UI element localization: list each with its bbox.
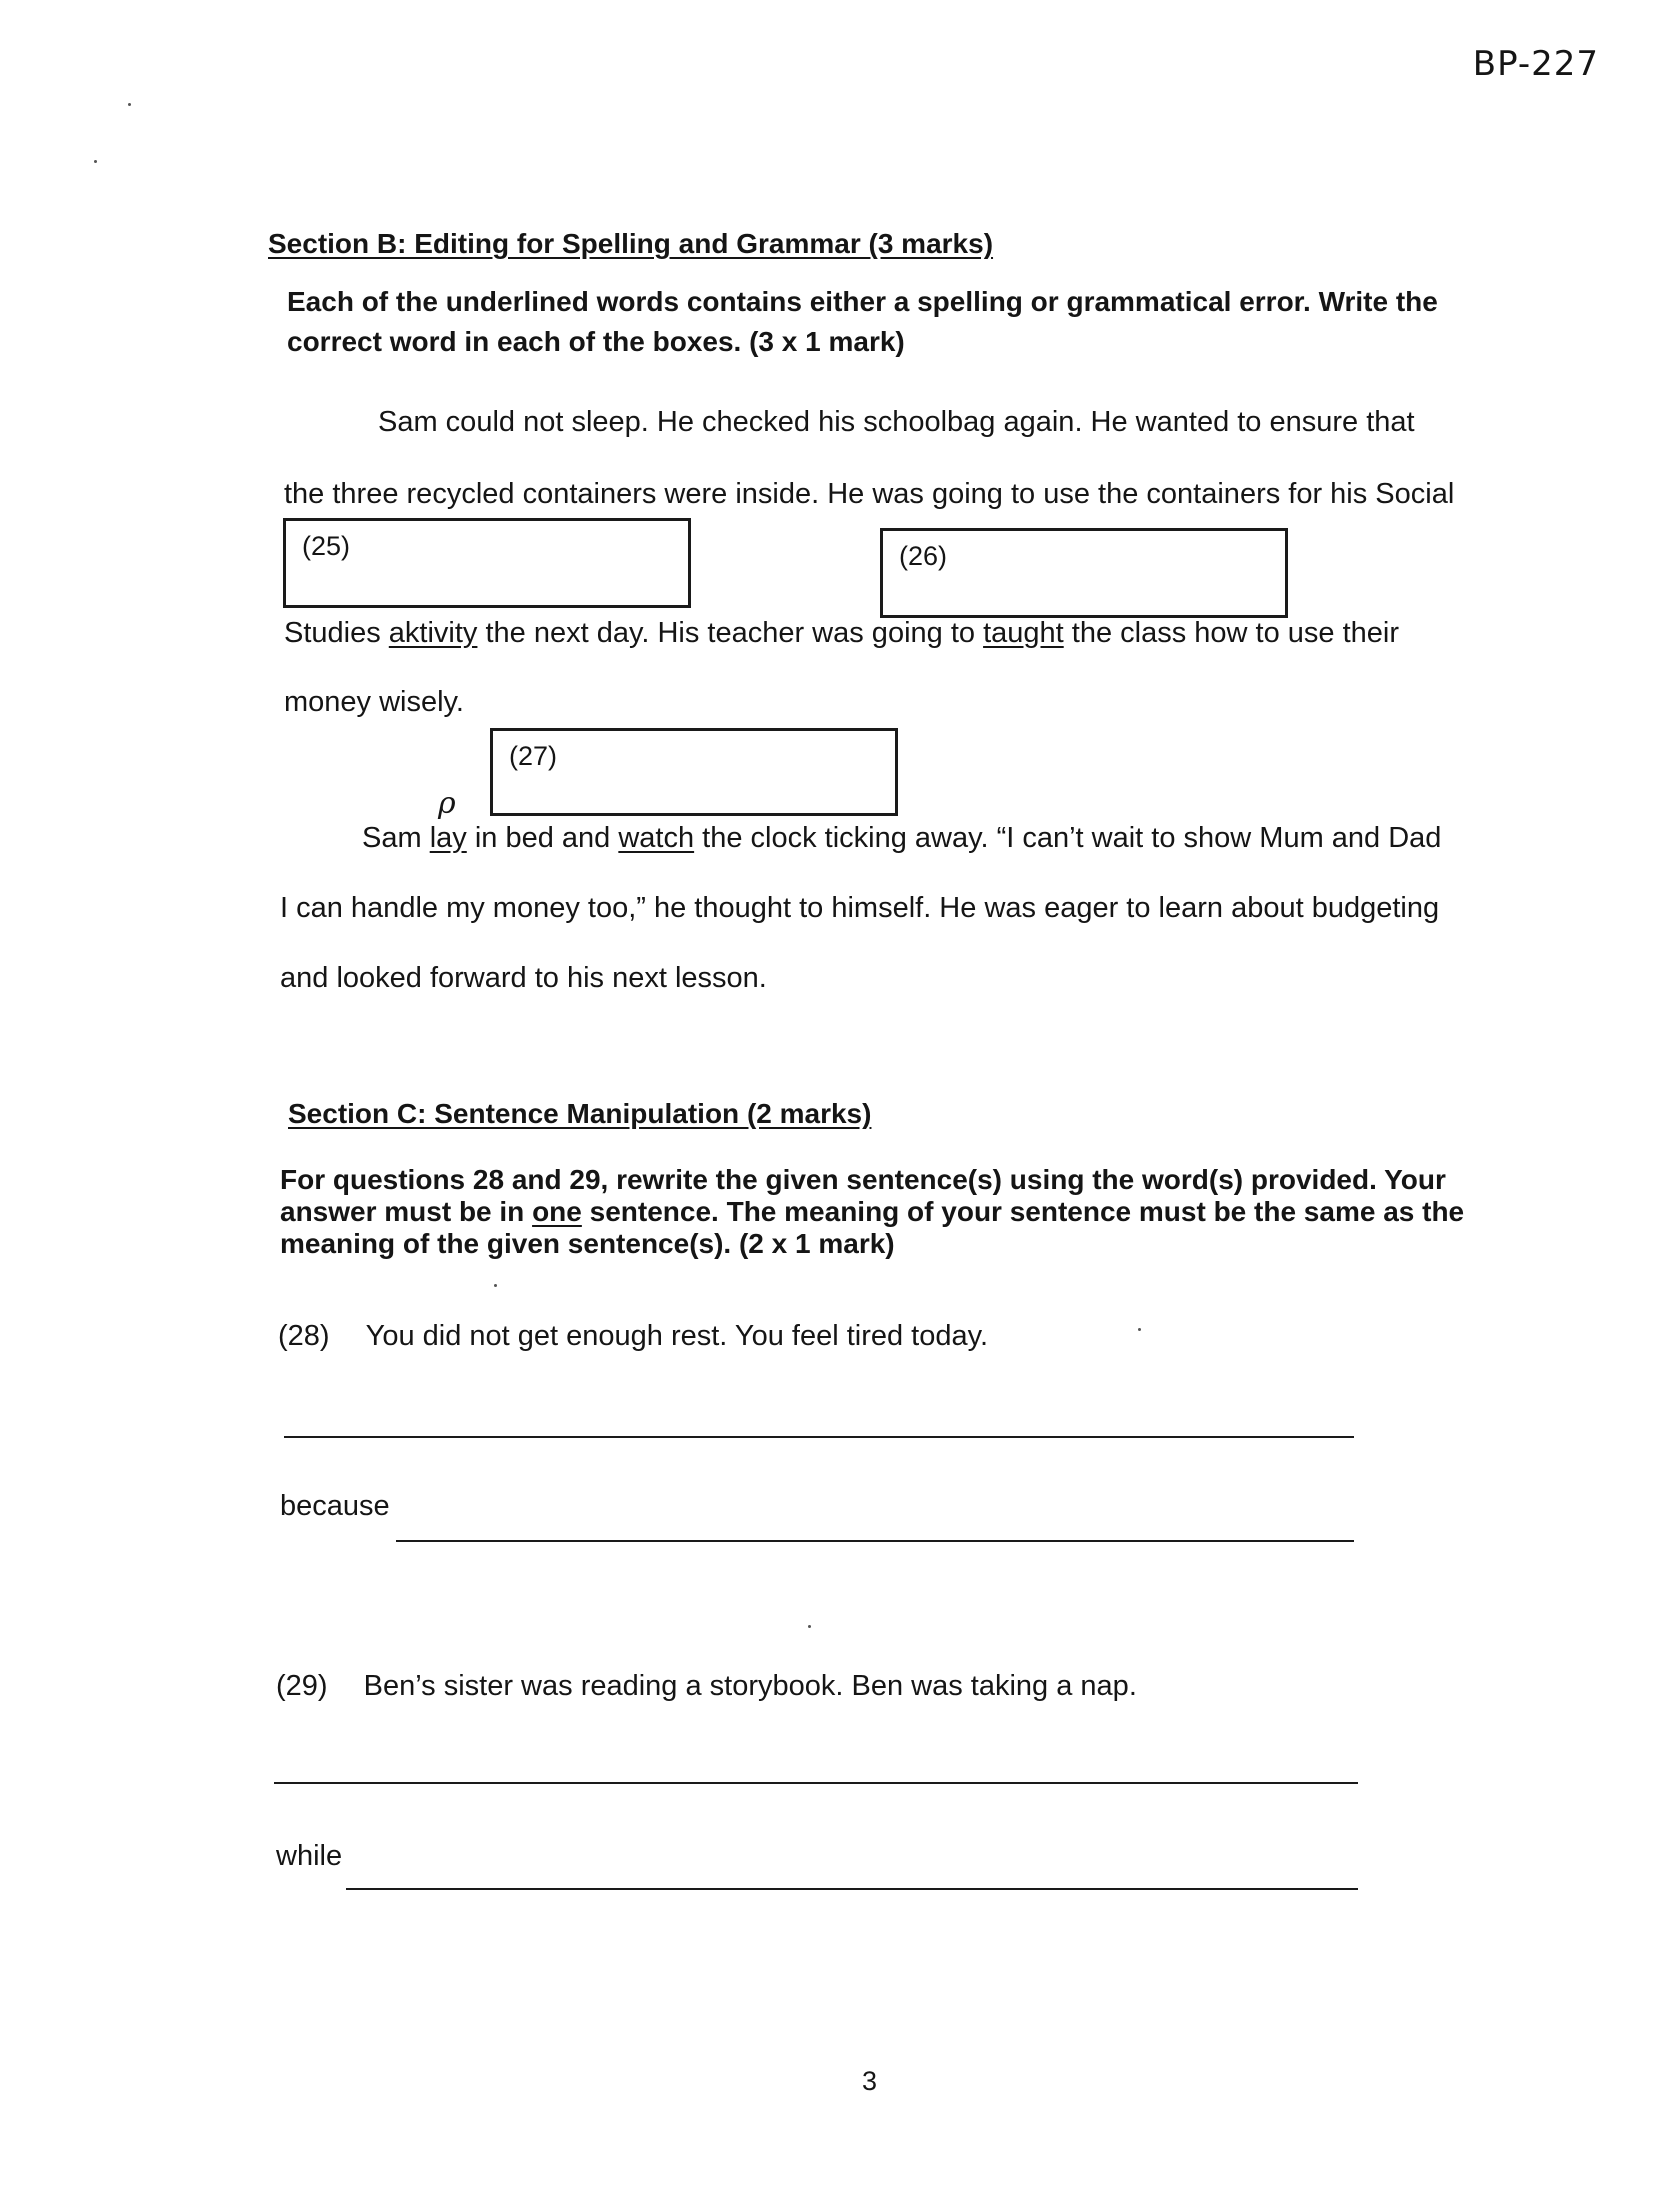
answer-line[interactable] [396,1540,1354,1542]
scan-speck [1138,1328,1141,1331]
passage-line: and looked forward to his next lesson. [280,962,767,994]
error-word: lay [429,822,467,854]
connector-word: because [280,1490,390,1522]
scan-speck [94,160,97,163]
answer-line[interactable] [346,1888,1358,1890]
scan-speck [128,103,131,106]
instruction-text: sentence. The meaning of your sentence must be the same as the meaning of the given sentence(s). (2 x 1 mark) [280,1196,1465,1259]
passage-line: Sam could not sleep. He checked his schoolbag again. He wanted to ensure that [378,406,1415,438]
question-29 [276,1670,1137,1703]
passage-line [284,617,1399,650]
question-number: (28) [278,1320,330,1352]
answer-line[interactable] [284,1436,1354,1438]
handwritten-mark-icon: ρ [438,786,456,821]
passage-line: money wisely. [284,686,464,718]
answer-box-label: (27) [509,741,558,771]
passage-line [362,822,1441,855]
question-number: (29) [276,1670,328,1702]
question-text: You did not get enough rest. You feel tired today. [365,1320,989,1352]
answer-box-27[interactable] [490,728,898,816]
section-c-instruction [280,1164,1470,1260]
section-c-heading: Section C: Sentence Manipulation (2 marks) [288,1098,872,1129]
passage-line: I can handle my money too,” he thought to himself. He was eager to learn about budgeting [280,892,1440,924]
page-number: 3 [862,2066,878,2096]
question-text: Ben’s sister was reading a storybook. Ben was taking a nap. [363,1670,1137,1702]
instruction-text: For questions 28 and 29, rewrite the given sentence(s) using the word(s) provided. Your answer must be in [280,1164,1446,1227]
passage-text: Studies [284,617,389,649]
question-28 [278,1320,988,1353]
section-b-instruction: Each of the underlined words contains either a spelling or grammatical error. Write the correct word in each of the boxes. (3 x 1 mark) [287,286,1438,357]
answer-box-label: (26) [899,541,948,571]
error-word: aktivity [388,617,478,649]
scan-speck [494,1284,497,1287]
answer-box-26[interactable] [880,528,1288,618]
passage-text: the next day. His teacher was going to [477,617,984,649]
emphasis-word: one [532,1196,582,1227]
passage-text: the class how to use their [1063,617,1400,649]
passage-text: in bed and [466,822,619,854]
passage-text: the clock ticking away. “I can’t wait to show Mum and Dad [694,822,1442,854]
document-code: BP-227 [1472,44,1599,84]
answer-box-25[interactable] [283,518,691,608]
passage-line: the three recycled containers were inside. He was going to use the containers for his Social [284,478,1455,510]
error-word: taught [983,617,1064,649]
passage-text: Sam [362,822,430,854]
connector-word: while [276,1840,343,1872]
answer-line[interactable] [274,1782,1358,1784]
scan-speck [808,1625,811,1628]
error-word: watch [618,822,695,854]
answer-box-label: (25) [302,531,351,561]
section-b-heading: Section B: Editing for Spelling and Grammar (3 marks) [268,228,994,259]
